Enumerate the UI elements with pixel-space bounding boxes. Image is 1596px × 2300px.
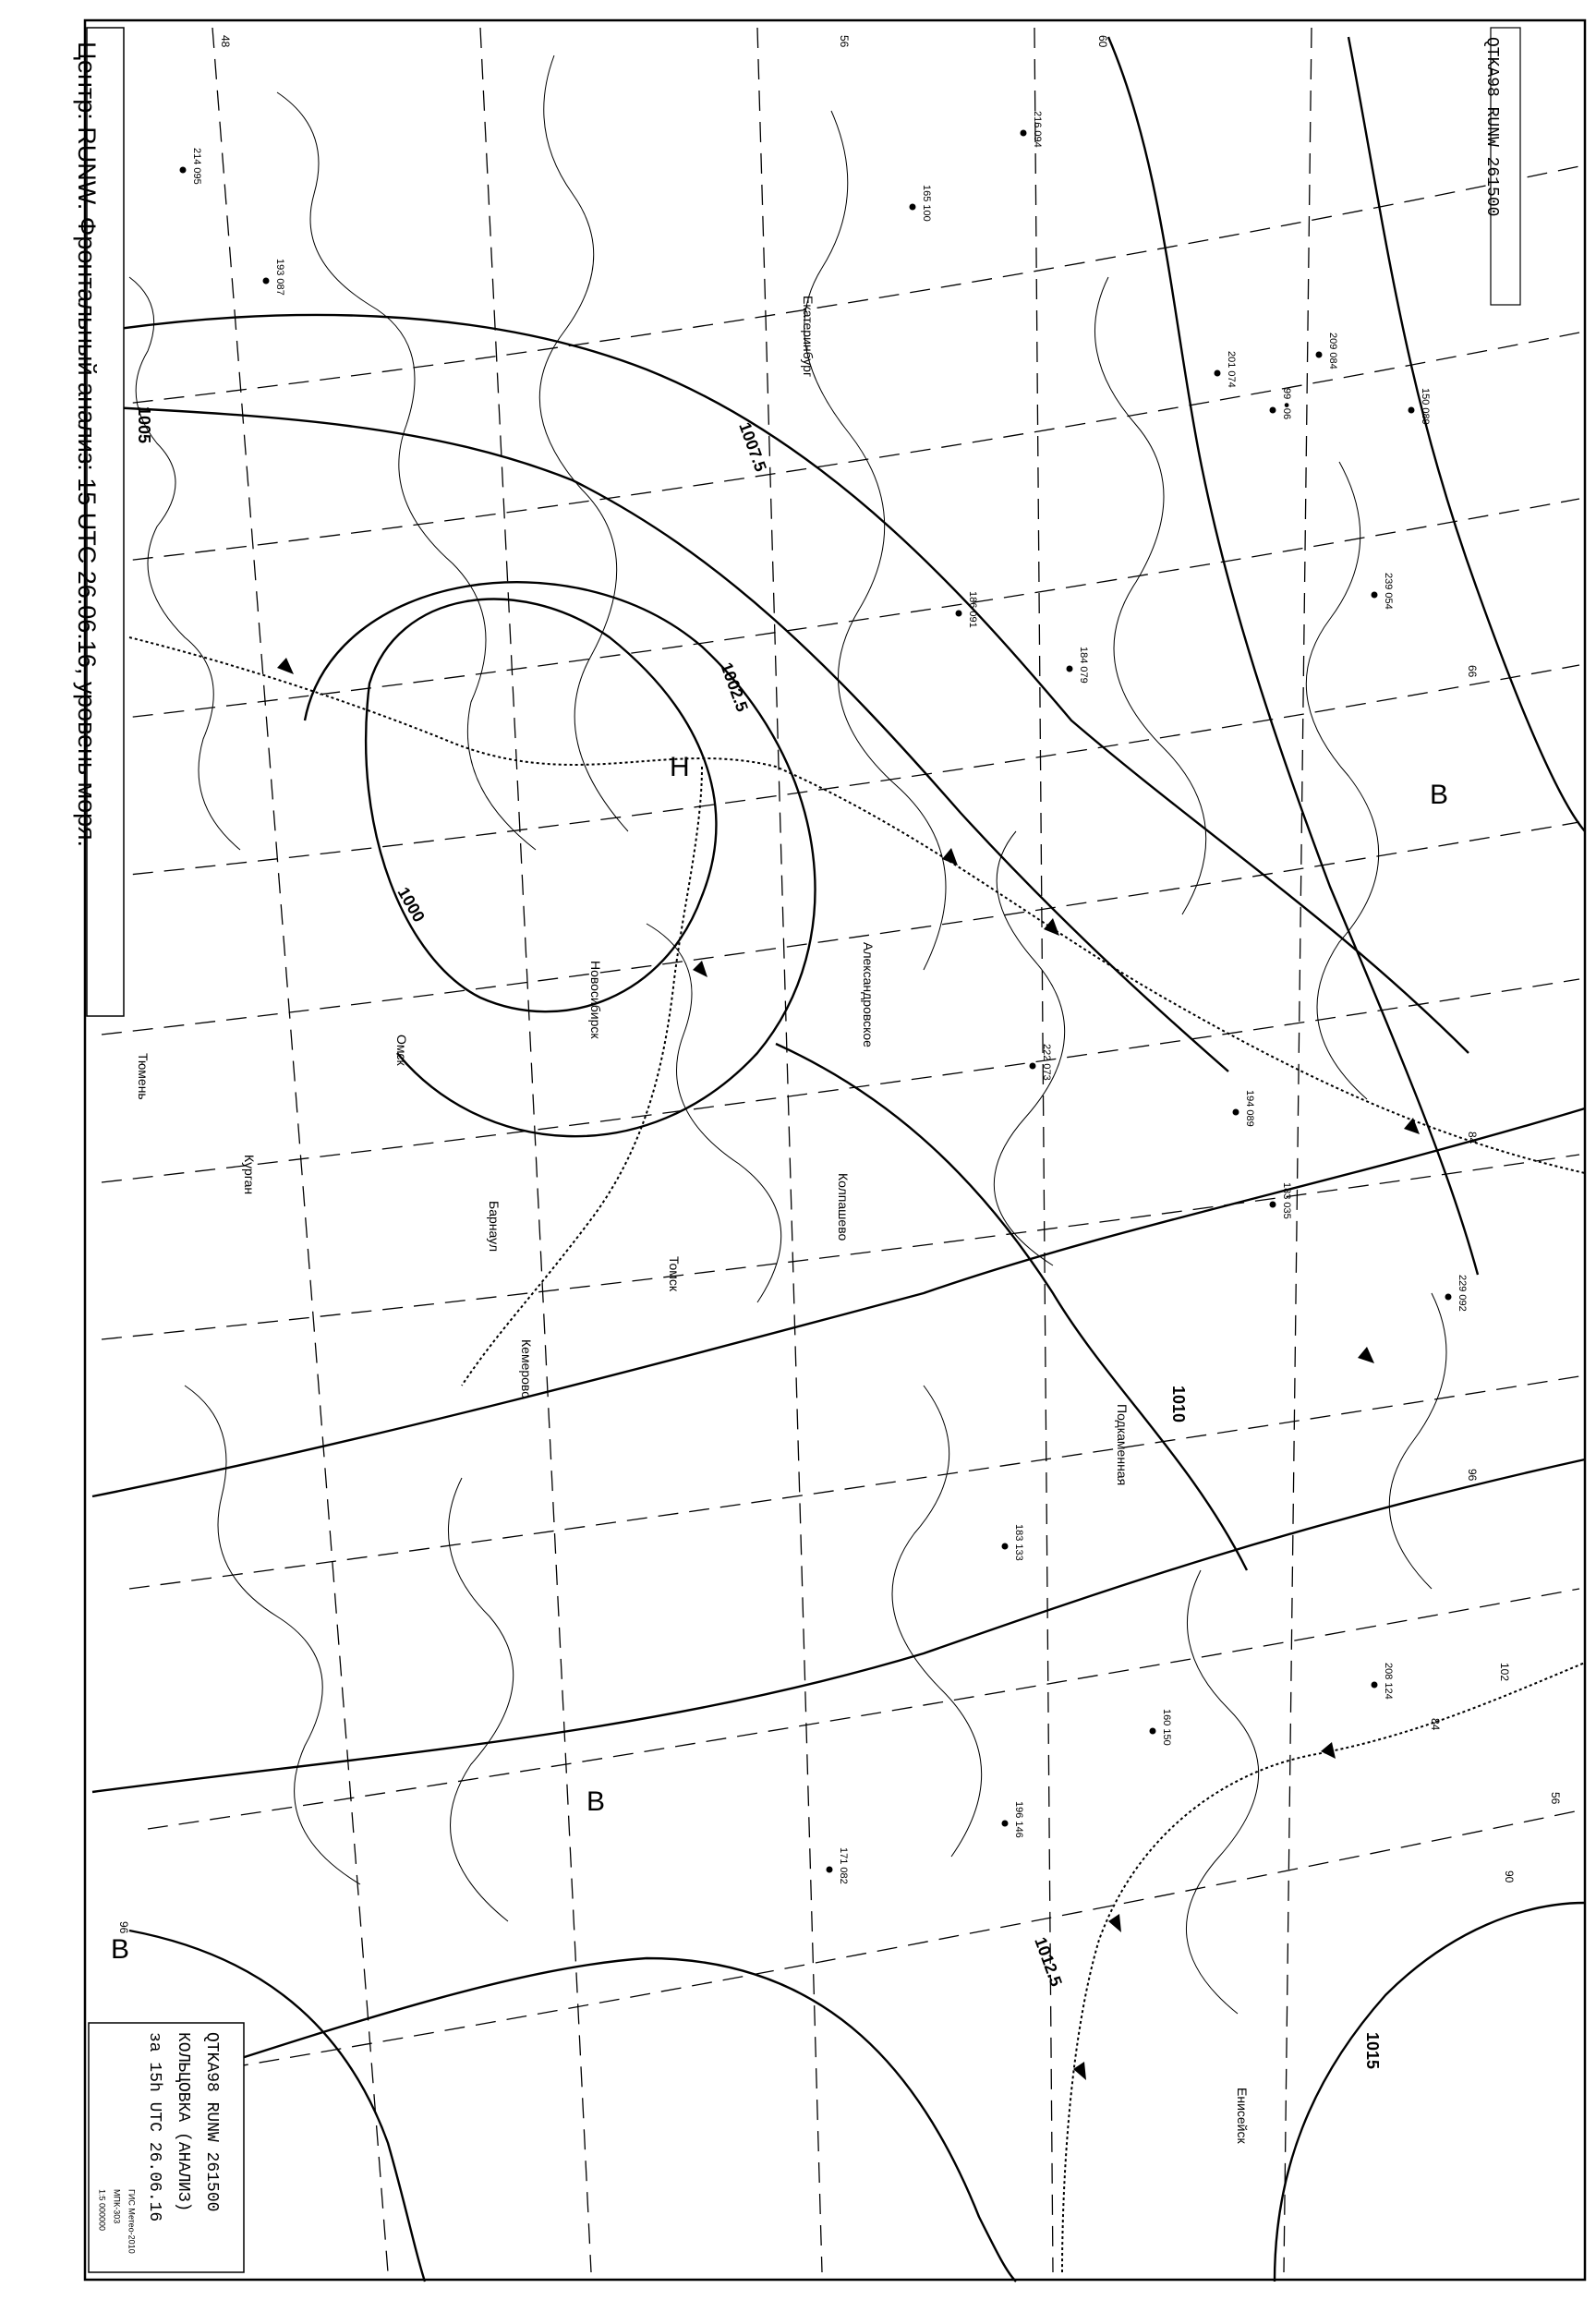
- grid-label: 102: [1498, 1663, 1511, 1682]
- station-dot: [180, 167, 187, 174]
- station-plot: 99 ●06: [1281, 388, 1292, 420]
- station-plot: 150 089: [1420, 388, 1431, 425]
- grid-label: 60: [1096, 35, 1109, 48]
- station-dot: [910, 204, 916, 211]
- grid-label: 84: [1466, 1132, 1479, 1144]
- station-dot: [1030, 1063, 1036, 1070]
- high-center: В: [586, 1786, 606, 1817]
- station-dot: [1233, 1109, 1239, 1116]
- station-plot: 194 089: [1244, 1090, 1255, 1127]
- station-dot: [1372, 592, 1378, 599]
- station-dot: [956, 611, 962, 617]
- station-plot: 209 084: [1327, 333, 1338, 369]
- city-name: Кемерово: [519, 1339, 534, 1398]
- station-plot: 171 082: [838, 1847, 849, 1884]
- station-plot: 196 146: [1013, 1801, 1024, 1838]
- station-plot: 183 133: [1013, 1524, 1024, 1561]
- city-name: Томск: [667, 1256, 682, 1291]
- legend-line: 1:5 000000: [97, 2189, 107, 2232]
- grid-label: 96: [117, 1921, 130, 1934]
- legend-line: за 15h UTC 26.06.16: [144, 2032, 163, 2222]
- city-name: Подкаменная: [1115, 1404, 1130, 1486]
- legend-box: [89, 2023, 244, 2272]
- legend-line: МПК-303: [112, 2189, 122, 2224]
- lat-lon-grid: [102, 28, 1579, 2272]
- isobar-label: 1005: [135, 406, 153, 444]
- station-dot: [263, 278, 270, 284]
- city-name: Тюмень: [136, 1053, 151, 1100]
- station-dot: [1021, 130, 1027, 137]
- station-dot: [1002, 1821, 1009, 1827]
- station-plot: 229 092: [1457, 1275, 1468, 1312]
- isobar-label: 1000: [393, 884, 429, 926]
- legend-line: QTKA98 RUNW 261500: [201, 2032, 221, 2212]
- high-center: В: [111, 1934, 130, 1965]
- isobar-label: 1010: [1169, 1386, 1188, 1423]
- header-code-box: [1482, 28, 1520, 305]
- station-plot: 201 074: [1226, 351, 1237, 388]
- map-border: [85, 20, 1585, 2280]
- isobar-label: 1007.5: [735, 419, 770, 475]
- low-center: Н: [670, 752, 690, 782]
- city-name: Екатеринбург: [801, 296, 816, 378]
- city-name: Курган: [242, 1155, 257, 1195]
- station-dot: [1270, 407, 1276, 414]
- isobar-label: 1012.5: [1031, 1934, 1066, 1990]
- city-name: Омск: [394, 1035, 409, 1066]
- city-name: Барнаул: [487, 1201, 502, 1252]
- grid-label: 66: [1466, 665, 1479, 678]
- station-plot: 216 094: [1032, 111, 1043, 148]
- station-plot: 165 100: [921, 185, 932, 222]
- grid-label: 90: [1503, 1870, 1516, 1883]
- map-title: Центр: RUNW. Фронтальный анализ: 15 UTC 26.06.16, уровень моря.: [72, 42, 101, 848]
- legend-line: КОЛЬЦОВКА (АНАЛИЗ): [173, 2032, 192, 2212]
- station-dot: [1445, 1294, 1452, 1301]
- station-plot: 184 079: [1078, 647, 1089, 684]
- station-plot: 208 124: [1383, 1663, 1394, 1700]
- station-plot: 193 087: [274, 259, 285, 296]
- station-dot: [1316, 352, 1323, 358]
- city-name: Новосибирск: [588, 961, 603, 1039]
- station-dot: [1270, 1202, 1276, 1208]
- legend-line: ГИС Метео-2010: [127, 2189, 137, 2254]
- grid-label: 56: [1549, 1792, 1562, 1805]
- station-dot: [1409, 407, 1415, 414]
- station-dot: [1002, 1543, 1009, 1550]
- station-plot: 183 035: [1281, 1182, 1292, 1219]
- station-dot: [1150, 1728, 1156, 1735]
- city-name: Колпашево: [836, 1173, 851, 1241]
- title-box: [73, 28, 124, 1016]
- station-plot: 239 054: [1383, 573, 1394, 610]
- city-name: Александровское: [861, 942, 876, 1047]
- isobar-label: 1015: [1363, 2032, 1382, 2070]
- rivers-borders: [129, 55, 1449, 2014]
- city-names: [136, 296, 1250, 2144]
- grid-label: 48: [219, 35, 232, 48]
- station-plots: [180, 111, 1469, 1884]
- high-center: В: [1430, 780, 1449, 810]
- header-code: QTKA98 RUNW 261500: [1481, 37, 1501, 217]
- station-plot: 160 150: [1161, 1709, 1172, 1746]
- isobars: [92, 37, 1585, 2282]
- isobar-label: 1002.5: [717, 660, 752, 715]
- grid-label: 56: [838, 35, 851, 48]
- station-plot: 186 091: [967, 591, 978, 628]
- station-plot: 222 073: [1041, 1044, 1052, 1081]
- station-dot: [1215, 370, 1221, 377]
- station-dot: [1372, 1682, 1378, 1689]
- city-name: Енисейск: [1235, 2088, 1250, 2144]
- station-plot: 214 095: [191, 148, 202, 185]
- grid-label: 84: [1429, 1718, 1442, 1731]
- grid-labels: [117, 35, 1562, 1934]
- grid-label: 96: [1466, 1469, 1479, 1482]
- fronts: [129, 637, 1585, 2272]
- station-dot: [827, 1867, 833, 1873]
- pressure-centers: [111, 752, 1448, 1965]
- station-dot: [1067, 666, 1073, 672]
- isobar-labels: [135, 406, 1382, 2069]
